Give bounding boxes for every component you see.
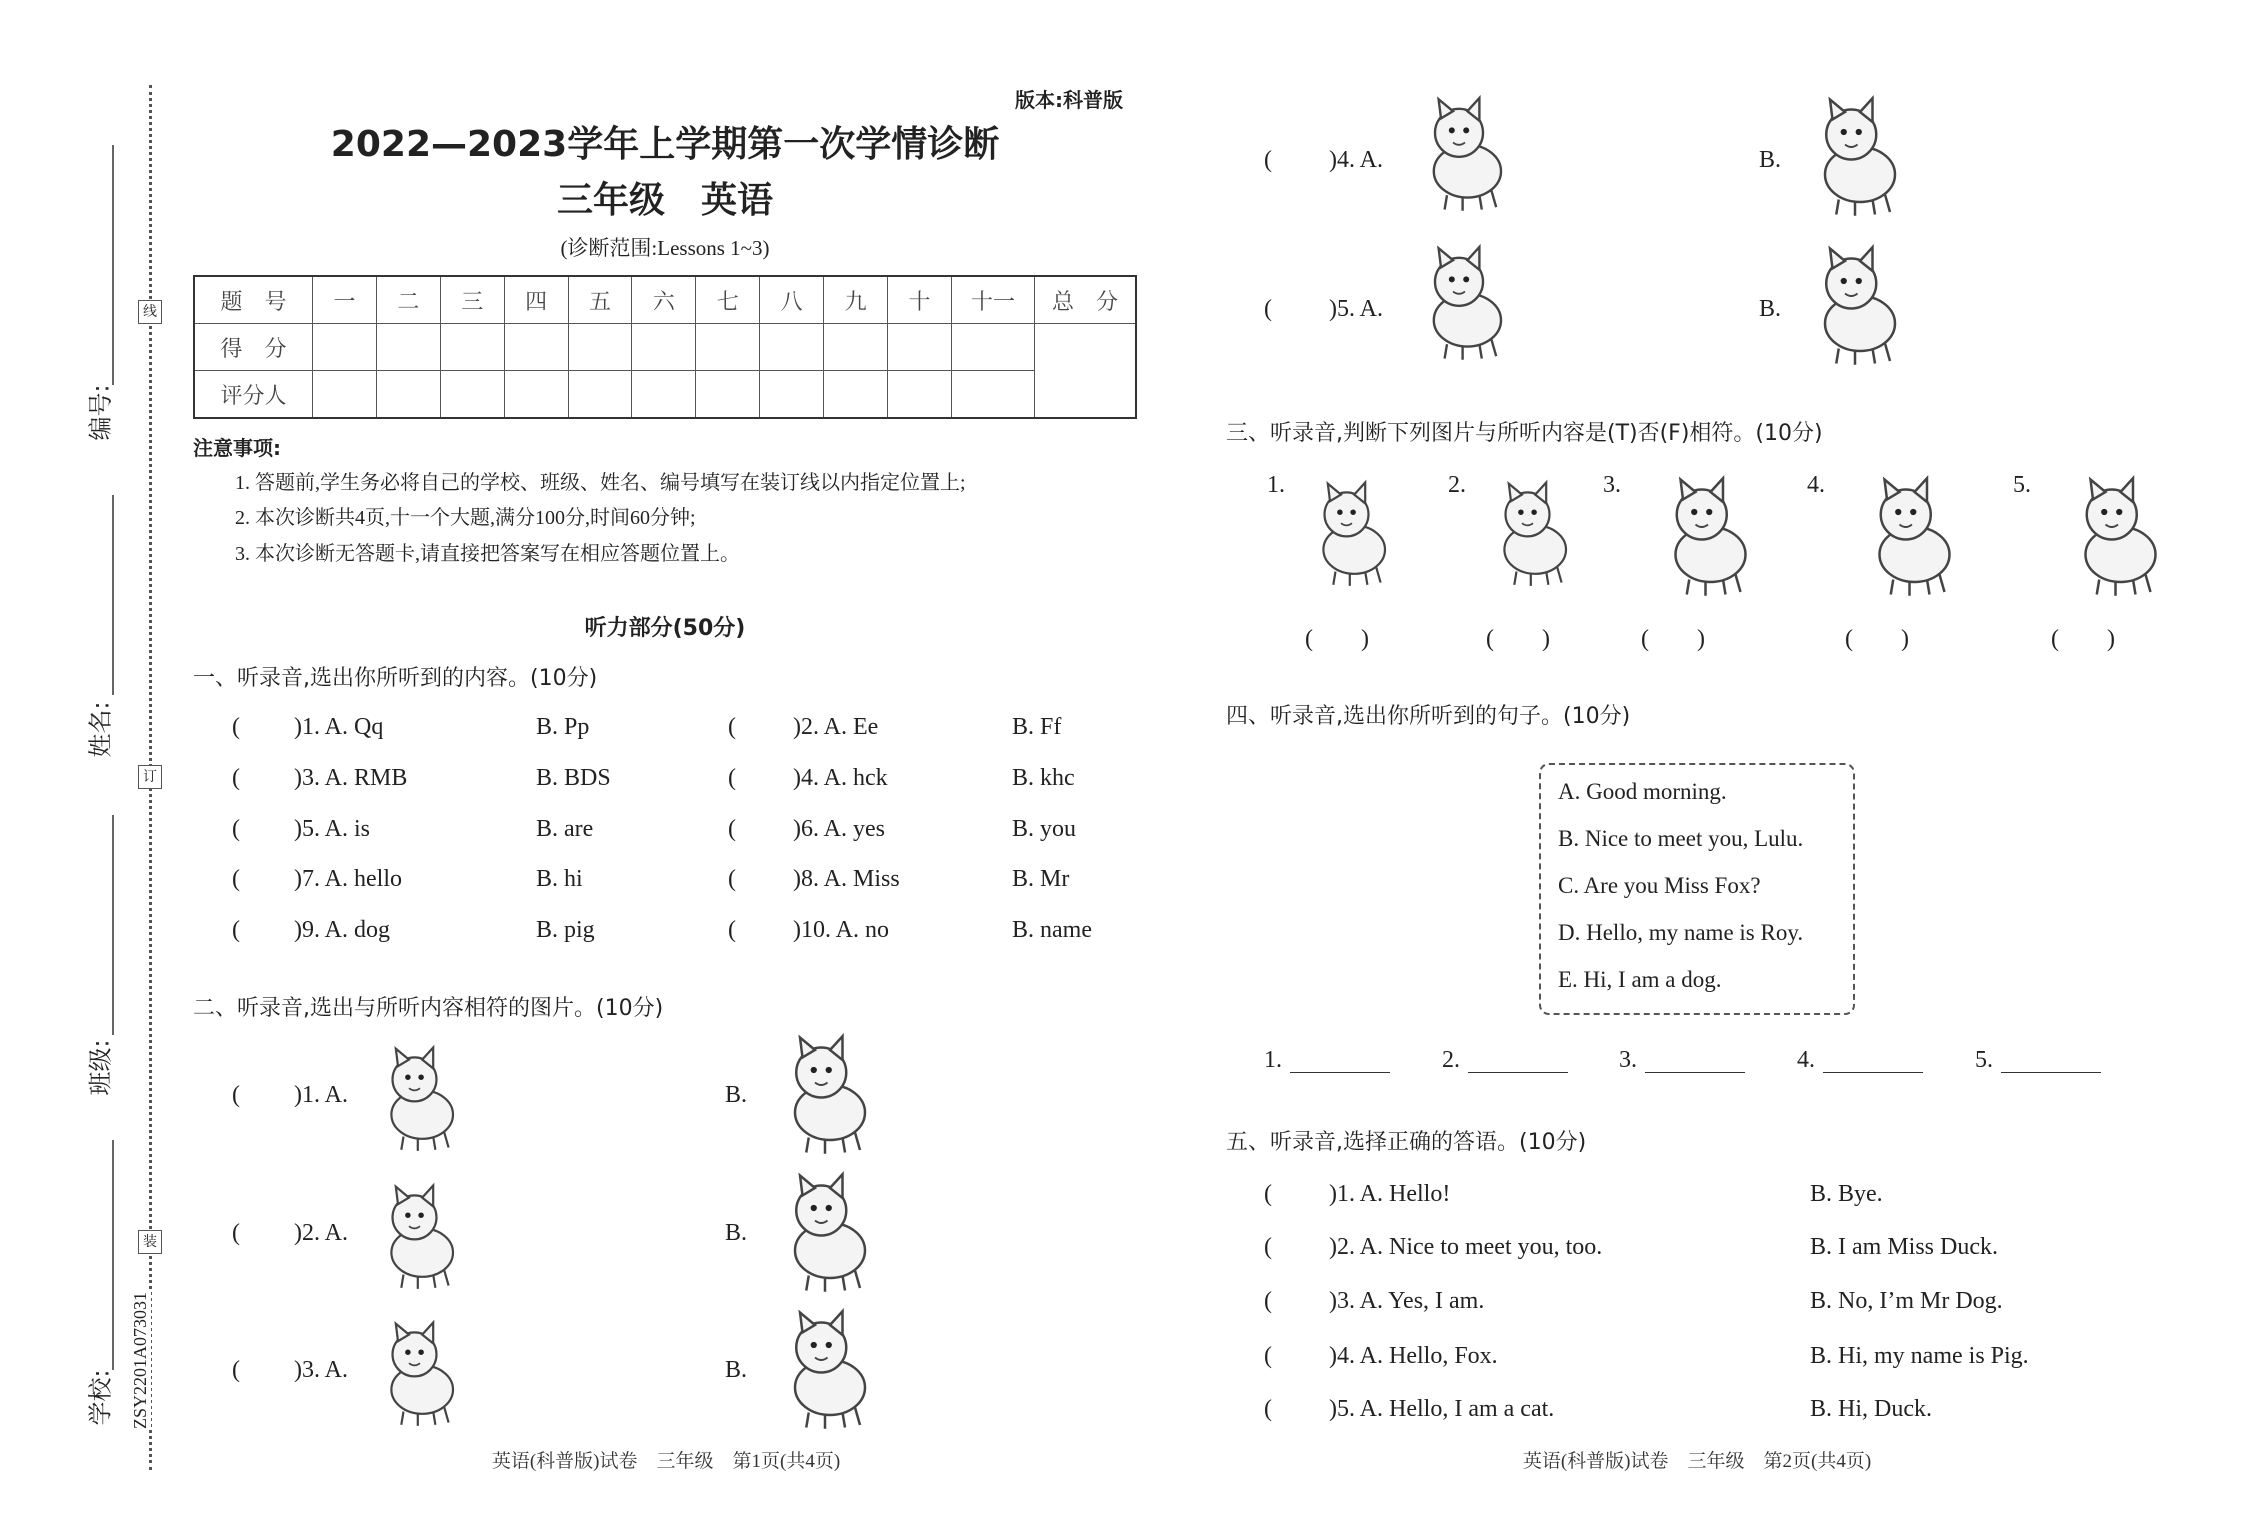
cow-picture[interactable] (1795, 92, 1920, 217)
option-a: )4. A. Hello, Fox. (1329, 1343, 1498, 1369)
bind-mark: 订 (138, 765, 162, 789)
answer-paren[interactable]: ( (728, 714, 736, 740)
picture-number: 3. (1603, 472, 1621, 498)
score-row-label: 评分人 (194, 371, 313, 419)
option-b: B. Ff (1012, 714, 1062, 740)
note-item: 3. 本次诊断无答题卡,请直接把答案写在相应答题位置上。 (235, 543, 740, 565)
version-label: 版本:科普版 (1015, 88, 1123, 112)
listening-part-title: 听力部分(50分) (584, 616, 746, 641)
cat-picture[interactable] (365, 1180, 475, 1290)
option-b: B. BDS (536, 765, 611, 791)
option-a: )1. A. (294, 1082, 348, 1108)
score-input-cell[interactable] (504, 324, 568, 371)
school-field-label: 学校: (86, 1369, 115, 1426)
score-header-cell: 题 号 (194, 276, 313, 324)
sentence-option: B. Nice to meet you, Lulu. (1558, 826, 1804, 851)
answer-paren[interactable]: ( (232, 866, 240, 892)
answer-paren[interactable]: ( (1264, 1343, 1272, 1369)
score-input-cell[interactable] (376, 324, 440, 371)
number-field-line (112, 145, 114, 385)
answer-paren[interactable]: ( (1264, 1234, 1272, 1260)
answer-paren[interactable]: ( (232, 1357, 240, 1383)
section1-heading: 一、听录音,选出你所听到的内容。(10分) (193, 666, 598, 691)
answer-paren[interactable]: ( ) (1305, 626, 1369, 652)
note-item: 2. 本次诊断共4页,十一个大题,满分100分,时间60分钟; (235, 507, 696, 529)
score-header-cell: 一 (313, 276, 377, 324)
option-b: B. Mr (1012, 866, 1070, 892)
answer-blank[interactable] (1823, 1052, 1923, 1073)
score-header-cell: 八 (760, 276, 824, 324)
option-a: )5. A. Hello, I am a cat. (1329, 1396, 1555, 1422)
option-b: B. (725, 1357, 748, 1383)
answer-blank[interactable] (1290, 1052, 1390, 1073)
section4-heading: 四、听录音,选出你所听到的句子。(10分) (1226, 704, 1631, 729)
option-a: )3. A. RMB (294, 765, 408, 791)
exam-subtitle: 三年级 英语 (556, 180, 773, 221)
blank-number: 4. (1797, 1047, 1815, 1073)
answer-paren[interactable]: ( ) (2051, 626, 2115, 652)
option-a: )3. A. (294, 1357, 348, 1383)
score-input-cell[interactable] (888, 324, 952, 371)
option-a: )5. A. (1329, 296, 1383, 322)
hen-picture[interactable] (1297, 472, 1407, 592)
option-a: )9. A. dog (294, 917, 390, 943)
option-a: )7. A. hello (294, 866, 402, 892)
option-a: )3. A. Yes, I am. (1329, 1288, 1485, 1314)
score-input-cell[interactable] (376, 371, 440, 419)
score-header-cell: 七 (696, 276, 760, 324)
staple-mark: 装 (138, 1230, 162, 1254)
answer-paren[interactable]: ( (728, 917, 736, 943)
option-b: B. pig (536, 917, 595, 943)
score-input-cell[interactable] (696, 324, 760, 371)
section3-heading: 三、听录音,判断下列图片与所听内容是(T)否(F)相符。(10分) (1226, 421, 1823, 446)
sheep-picture[interactable] (765, 1168, 890, 1293)
score-header-cell: 十一 (952, 276, 1035, 324)
name-field-label: 姓名: (86, 701, 115, 758)
score-input-cell[interactable] (440, 371, 504, 419)
score-input-cell[interactable] (696, 371, 760, 419)
option-b: B. I am Miss Duck. (1810, 1234, 1998, 1260)
blank-number: 2. (1442, 1047, 1460, 1073)
answer-paren[interactable]: ( (232, 1220, 240, 1246)
score-input-cell[interactable] (824, 371, 888, 419)
answer-paren[interactable]: ( (1264, 1181, 1272, 1207)
score-row-label: 得 分 (194, 324, 313, 371)
answer-paren[interactable]: ( (232, 765, 240, 791)
score-header-cell: 十 (888, 276, 952, 324)
option-a: )2. A. Ee (793, 714, 879, 740)
score-input-cell[interactable] (760, 371, 824, 419)
score-input-cell[interactable] (952, 324, 1035, 371)
score-header-cell: 四 (504, 276, 568, 324)
page2-footer: 英语(科普版)试卷 三年级 第2页(共4页) (1522, 1451, 1872, 1472)
page1-footer: 英语(科普版)试卷 三年级 第1页(共4页) (491, 1451, 841, 1472)
exam-title: 2022—2023学年上学期第一次学情诊断 (330, 124, 1000, 165)
option-b: B. are (536, 816, 594, 842)
answer-blank[interactable] (1468, 1052, 1568, 1073)
answer-paren[interactable]: ( (232, 1082, 240, 1108)
score-input-cell[interactable] (568, 324, 632, 371)
score-input-cell[interactable] (440, 324, 504, 371)
score-input-cell[interactable] (760, 324, 824, 371)
score-input-cell[interactable] (888, 371, 952, 419)
name-field-line (112, 495, 114, 695)
score-header-cell: 二 (376, 276, 440, 324)
score-input-cell[interactable] (313, 371, 377, 419)
option-b: B. khc (1012, 765, 1075, 791)
option-b: B. (1759, 147, 1782, 173)
option-b: B. (1759, 296, 1782, 322)
option-b: B. Bye. (1810, 1181, 1883, 1207)
section2-heading: 二、听录音,选出与所听内容相符的图片。(10分) (193, 996, 664, 1021)
option-a: )1. A. Hello! (1329, 1181, 1451, 1207)
option-b: B. No, I’m Mr Dog. (1810, 1288, 2003, 1314)
option-a: )1. A. Qq (294, 714, 384, 740)
answer-paren[interactable]: ( ) (1486, 626, 1550, 652)
score-input-cell[interactable] (568, 371, 632, 419)
blank-number: 5. (1975, 1047, 1993, 1073)
pig-picture[interactable] (765, 1305, 890, 1430)
score-input-cell[interactable] (952, 371, 1035, 419)
answer-paren[interactable]: ( (232, 917, 240, 943)
sentence-option: E. Hi, I am a dog. (1558, 967, 1722, 992)
option-b: B. Pp (536, 714, 590, 740)
school-field-line (112, 1140, 114, 1370)
class-field-line (112, 815, 114, 1035)
dog-picture[interactable] (1795, 241, 1920, 366)
answer-paren[interactable]: ( ) (1641, 626, 1705, 652)
option-b: B. (725, 1220, 748, 1246)
answer-blank[interactable] (2001, 1052, 2101, 1073)
option-b: B. hi (536, 866, 583, 892)
score-header-cell: 六 (632, 276, 696, 324)
score-header-cell: 五 (568, 276, 632, 324)
option-b: B. Hi, my name is Pig. (1810, 1343, 2029, 1369)
score-header-cell: 九 (824, 276, 888, 324)
bird-picture[interactable] (365, 1042, 475, 1152)
option-a: )2. A. Nice to meet you, too. (1329, 1234, 1603, 1260)
answer-paren[interactable]: ( (728, 765, 736, 791)
answer-paren[interactable]: ( ) (1845, 626, 1909, 652)
option-a: )4. A. hck (793, 765, 888, 791)
section5-heading: 五、听录音,选择正确的答语。(10分) (1226, 1130, 1587, 1155)
score-header-cell: 三 (440, 276, 504, 324)
answer-paren[interactable]: ( (232, 816, 240, 842)
line-mark: 线 (138, 300, 162, 324)
answer-paren[interactable]: ( (1264, 1288, 1272, 1314)
bear-and-fox-shaking-hands-picture[interactable] (1633, 472, 1783, 597)
option-a: )4. A. (1329, 147, 1383, 173)
total-score-cell[interactable] (1035, 324, 1137, 419)
option-b: B. you (1012, 816, 1077, 842)
picture-number: 1. (1267, 472, 1285, 498)
answer-paren[interactable]: ( (728, 866, 736, 892)
picture-number: 2. (1448, 472, 1466, 498)
paper-code: ZSY2201A073031 (130, 1291, 151, 1430)
option-a: )8. A. Miss (793, 866, 900, 892)
horse-picture[interactable] (1405, 241, 1525, 361)
notes-heading: 注意事项: (193, 436, 281, 460)
cat-and-boy-greeting-picture[interactable] (1837, 472, 1987, 597)
chick-picture[interactable] (365, 1317, 475, 1427)
score-input-cell[interactable] (504, 371, 568, 419)
sentence-option: C. Are you Miss Fox? (1558, 873, 1761, 898)
answer-paren[interactable]: ( (232, 714, 240, 740)
answer-paren[interactable]: ( (1264, 1396, 1272, 1422)
option-b: B. name (1012, 917, 1092, 943)
note-item: 1. 答题前,学生务必将自己的学校、班级、姓名、编号填写在装订线以内指定位置上; (235, 472, 966, 494)
fox-picture[interactable] (1405, 92, 1525, 212)
animals-group-picture[interactable] (2043, 472, 2193, 597)
sentence-option: A. Good morning. (1558, 779, 1727, 804)
exam-scope: (诊断范围:Lessons 1~3) (560, 236, 770, 260)
option-a: )5. A. is (294, 816, 371, 842)
option-a: )6. A. yes (793, 816, 885, 842)
answer-paren[interactable]: ( (1264, 147, 1272, 173)
blank-number: 3. (1619, 1047, 1637, 1073)
answer-blank[interactable] (1645, 1052, 1745, 1073)
option-b: B. (725, 1082, 748, 1108)
rabbit-picture[interactable] (1478, 472, 1588, 592)
answer-paren[interactable]: ( (728, 816, 736, 842)
score-input-cell[interactable] (632, 371, 696, 419)
score-input-cell[interactable] (824, 324, 888, 371)
score-header-cell: 总 分 (1035, 276, 1137, 324)
option-a: )10. A. no (793, 917, 889, 943)
answer-paren[interactable]: ( (1264, 296, 1272, 322)
score-input-cell[interactable] (632, 324, 696, 371)
duck-picture[interactable] (765, 1030, 890, 1155)
option-b: B. Hi, Duck. (1810, 1396, 1932, 1422)
option-a: )2. A. (294, 1220, 348, 1246)
picture-number: 4. (1807, 472, 1825, 498)
blank-number: 1. (1264, 1047, 1282, 1073)
score-input-cell[interactable] (313, 324, 377, 371)
number-field-label: 编号: (86, 384, 115, 441)
sentence-option: D. Hello, my name is Roy. (1558, 920, 1804, 945)
score-table (193, 275, 1137, 419)
picture-number: 5. (2013, 472, 2031, 498)
class-field-label: 班级: (86, 1039, 115, 1096)
